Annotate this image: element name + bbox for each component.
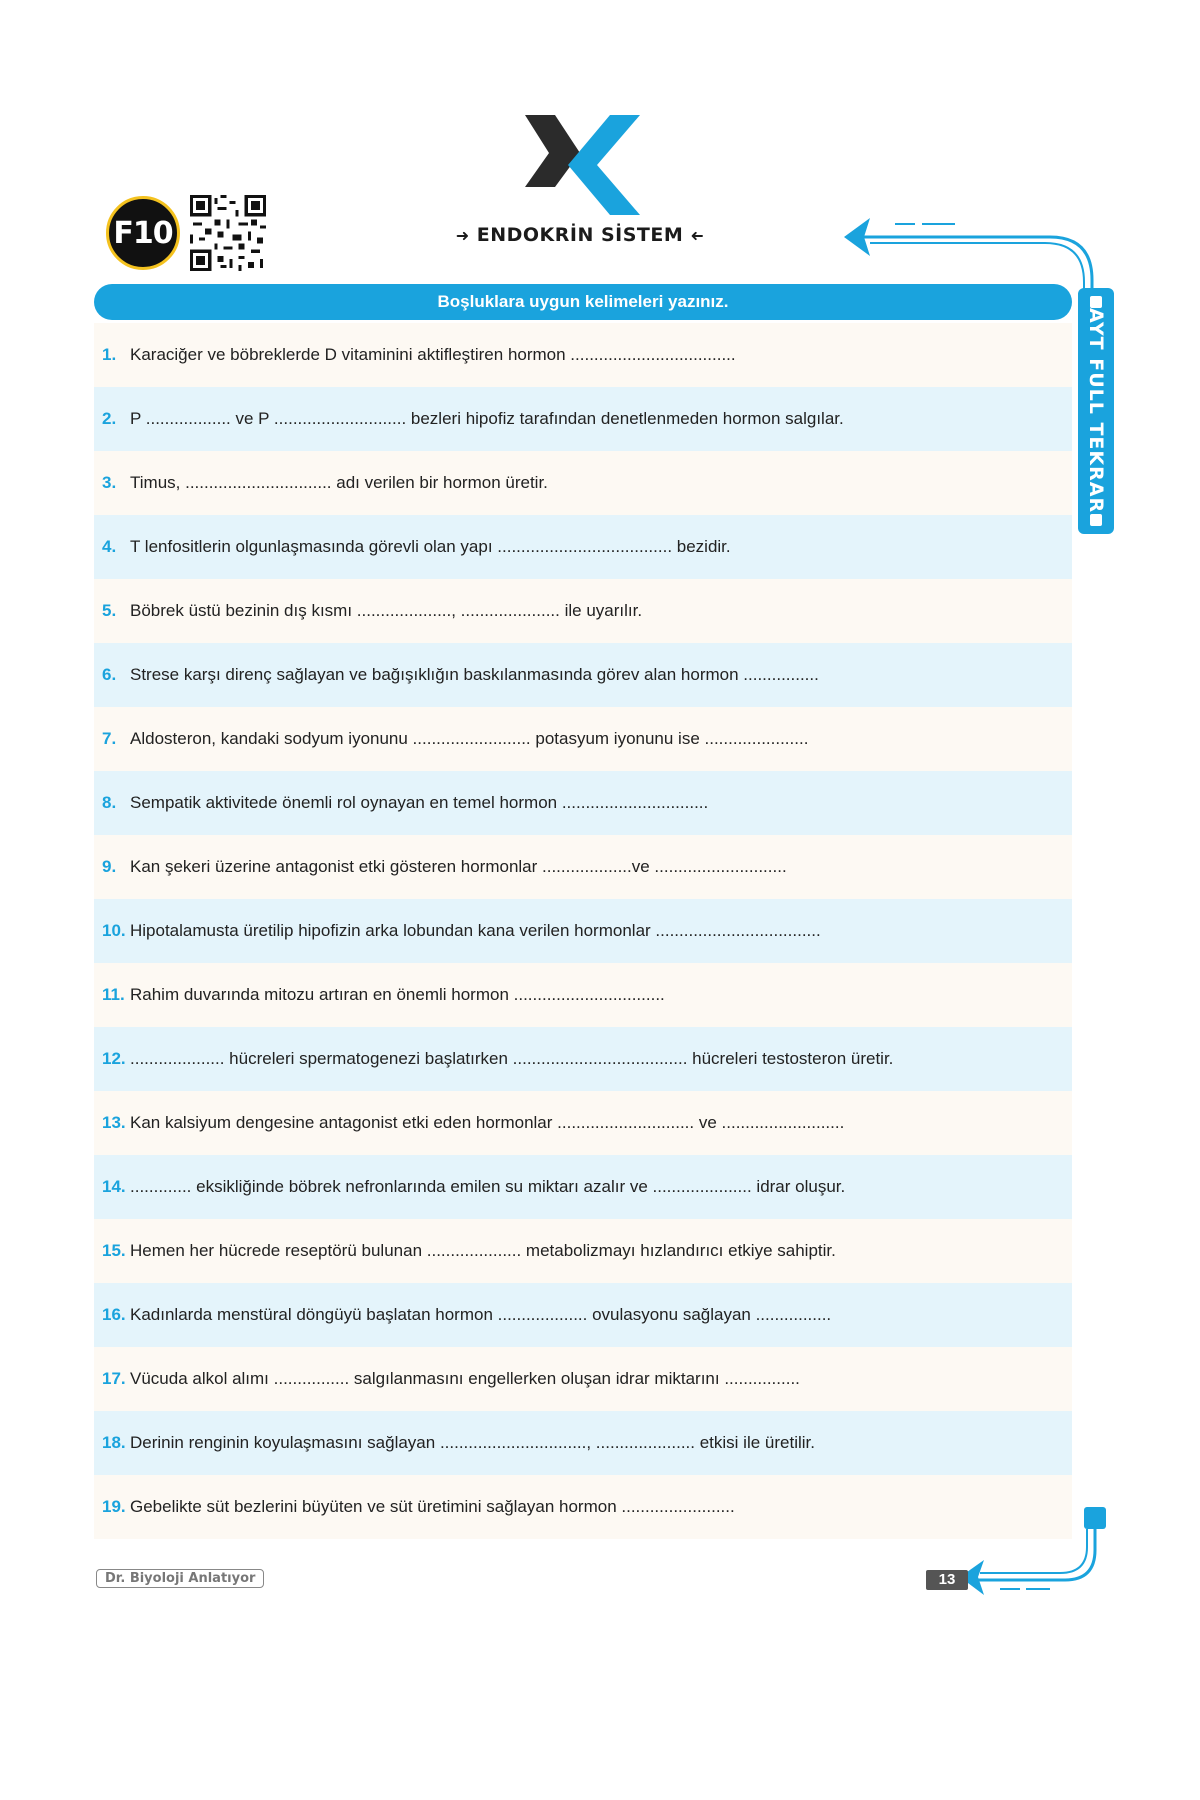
question-number: 9.: [102, 857, 117, 876]
right-arrow-icon: ➜: [455, 226, 470, 245]
question-row: [94, 579, 1072, 643]
question-text: Aldosteron, kandaki sodyum iyonunu ......................... potasyum iyonunu ise ......................: [130, 729, 809, 748]
question-text: Kan şekeri üzerine antagonist etki gösteren hormonlar ...................ve ............................: [130, 857, 787, 876]
question-text: Strese karşı direnç sağlayan ve bağışıklığın baskılanmasında görev alan hormon ................: [130, 665, 819, 684]
question-row: [94, 771, 1072, 835]
question-row: [94, 835, 1072, 899]
publisher-x-logo: [525, 115, 640, 215]
question-number: 13.: [102, 1113, 126, 1132]
question-text: Böbrek üstü bezinin dış kısmı ...................., ..................... ile uyarılır.: [130, 601, 643, 620]
question-row: [94, 1347, 1072, 1411]
question-text: ............. eksikliğinde böbrek nefronlarında emilen su miktarı azalır ve ..................... idrar oluşur.: [130, 1177, 846, 1196]
question-text: .................... hücreleri spermatogenezi başlatırken ..................................... hücreleri testosteron üretir.: [130, 1049, 894, 1068]
question-number: 4.: [102, 537, 117, 556]
question-row: [94, 515, 1072, 579]
question-row: [94, 1155, 1072, 1219]
question-number: 14.: [102, 1177, 126, 1196]
question-number: 12.: [102, 1049, 126, 1068]
question-text: Rahim duvarında mitozu artıran en önemli hormon ................................: [130, 985, 665, 1004]
side-tab: AYT FULL TEKRAR: [1078, 288, 1114, 534]
question-number: 5.: [102, 601, 117, 620]
qr-code: [190, 195, 266, 271]
question-text: Sempatik aktivitede önemli rol oynayan en temel hormon ...............................: [130, 793, 709, 812]
question-row: [94, 1027, 1072, 1091]
question-row: [94, 1219, 1072, 1283]
question-number: 16.: [102, 1305, 126, 1324]
question-text: T lenfositlerin olgunlaşmasında görevli olan yapı ..................................... bezidir.: [130, 537, 731, 556]
question-number: 15.: [102, 1241, 126, 1260]
question-text: Karaciğer ve böbreklerde D vitaminini aktifleştiren hormon ...................................: [130, 345, 736, 364]
question-text: Kadınlarda menstüral döngüyü başlatan hormon ................... ovulasyonu sağlayan ................: [130, 1305, 832, 1324]
question-number: 19.: [102, 1497, 126, 1516]
question-list: [94, 323, 1072, 1539]
question-number: 10.: [102, 921, 126, 940]
question-number: 1.: [102, 345, 117, 364]
question-row: [94, 963, 1072, 1027]
question-row: [94, 451, 1072, 515]
question-text: Hemen her hücrede reseptörü bulunan .................... metabolizmayı hızlandırıcı etkiye sahiptir.: [130, 1241, 836, 1260]
question-text: Derinin renginin koyulaşmasını sağlayan ..............................., ..................... etkisi ile üretilir.: [130, 1433, 815, 1452]
f10-badge: F10: [106, 196, 180, 270]
question-text: Timus, ............................... adı verilen bir hormon üretir.: [130, 473, 548, 492]
section-title: ➜ ENDOKRİN SİSTEM ➜: [455, 224, 705, 246]
question-number: 8.: [102, 793, 117, 812]
question-text: Gebelikte süt bezlerini büyüten ve süt üretimini sağlayan hormon ........................: [130, 1497, 735, 1516]
left-arrow-icon: ➜: [690, 226, 705, 245]
question-row: [94, 643, 1072, 707]
page-number: 13: [926, 1570, 968, 1590]
question-row: [94, 1283, 1072, 1347]
question-row: [94, 1091, 1072, 1155]
question-number: 7.: [102, 729, 117, 748]
decorative-arrow-bottom: [940, 1505, 1110, 1605]
question-number: 2.: [102, 409, 117, 428]
question-number: 17.: [102, 1369, 126, 1388]
question-row: [94, 707, 1072, 771]
question-row: [94, 387, 1072, 451]
question-number: 11.: [102, 985, 125, 1004]
instruction-banner: Boşluklara uygun kelimeleri yazınız.: [94, 284, 1072, 320]
question-number: 3.: [102, 473, 117, 492]
question-number: 18.: [102, 1433, 126, 1452]
question-row: [94, 899, 1072, 963]
question-text: P .................. ve P ............................ bezleri hipofiz tarafından denetlenmeden hormon salgılar.: [130, 409, 844, 428]
footer-label: Dr. Biyoloji Anlatıyor: [96, 1569, 264, 1588]
question-row: [94, 1475, 1072, 1539]
question-text: Hipotalamusta üretilip hipofizin arka lobundan kana verilen hormonlar ...................................: [130, 921, 821, 940]
question-text: Kan kalsiyum dengesine antagonist etki eden hormonlar ............................. ve ..........................: [130, 1113, 845, 1132]
question-number: 6.: [102, 665, 117, 684]
question-row: [94, 1411, 1072, 1475]
question-text: Vücuda alkol alımı ................ salgılanmasını engellerken oluşan idrar miktarını ................: [130, 1369, 800, 1388]
question-row: [94, 323, 1072, 387]
